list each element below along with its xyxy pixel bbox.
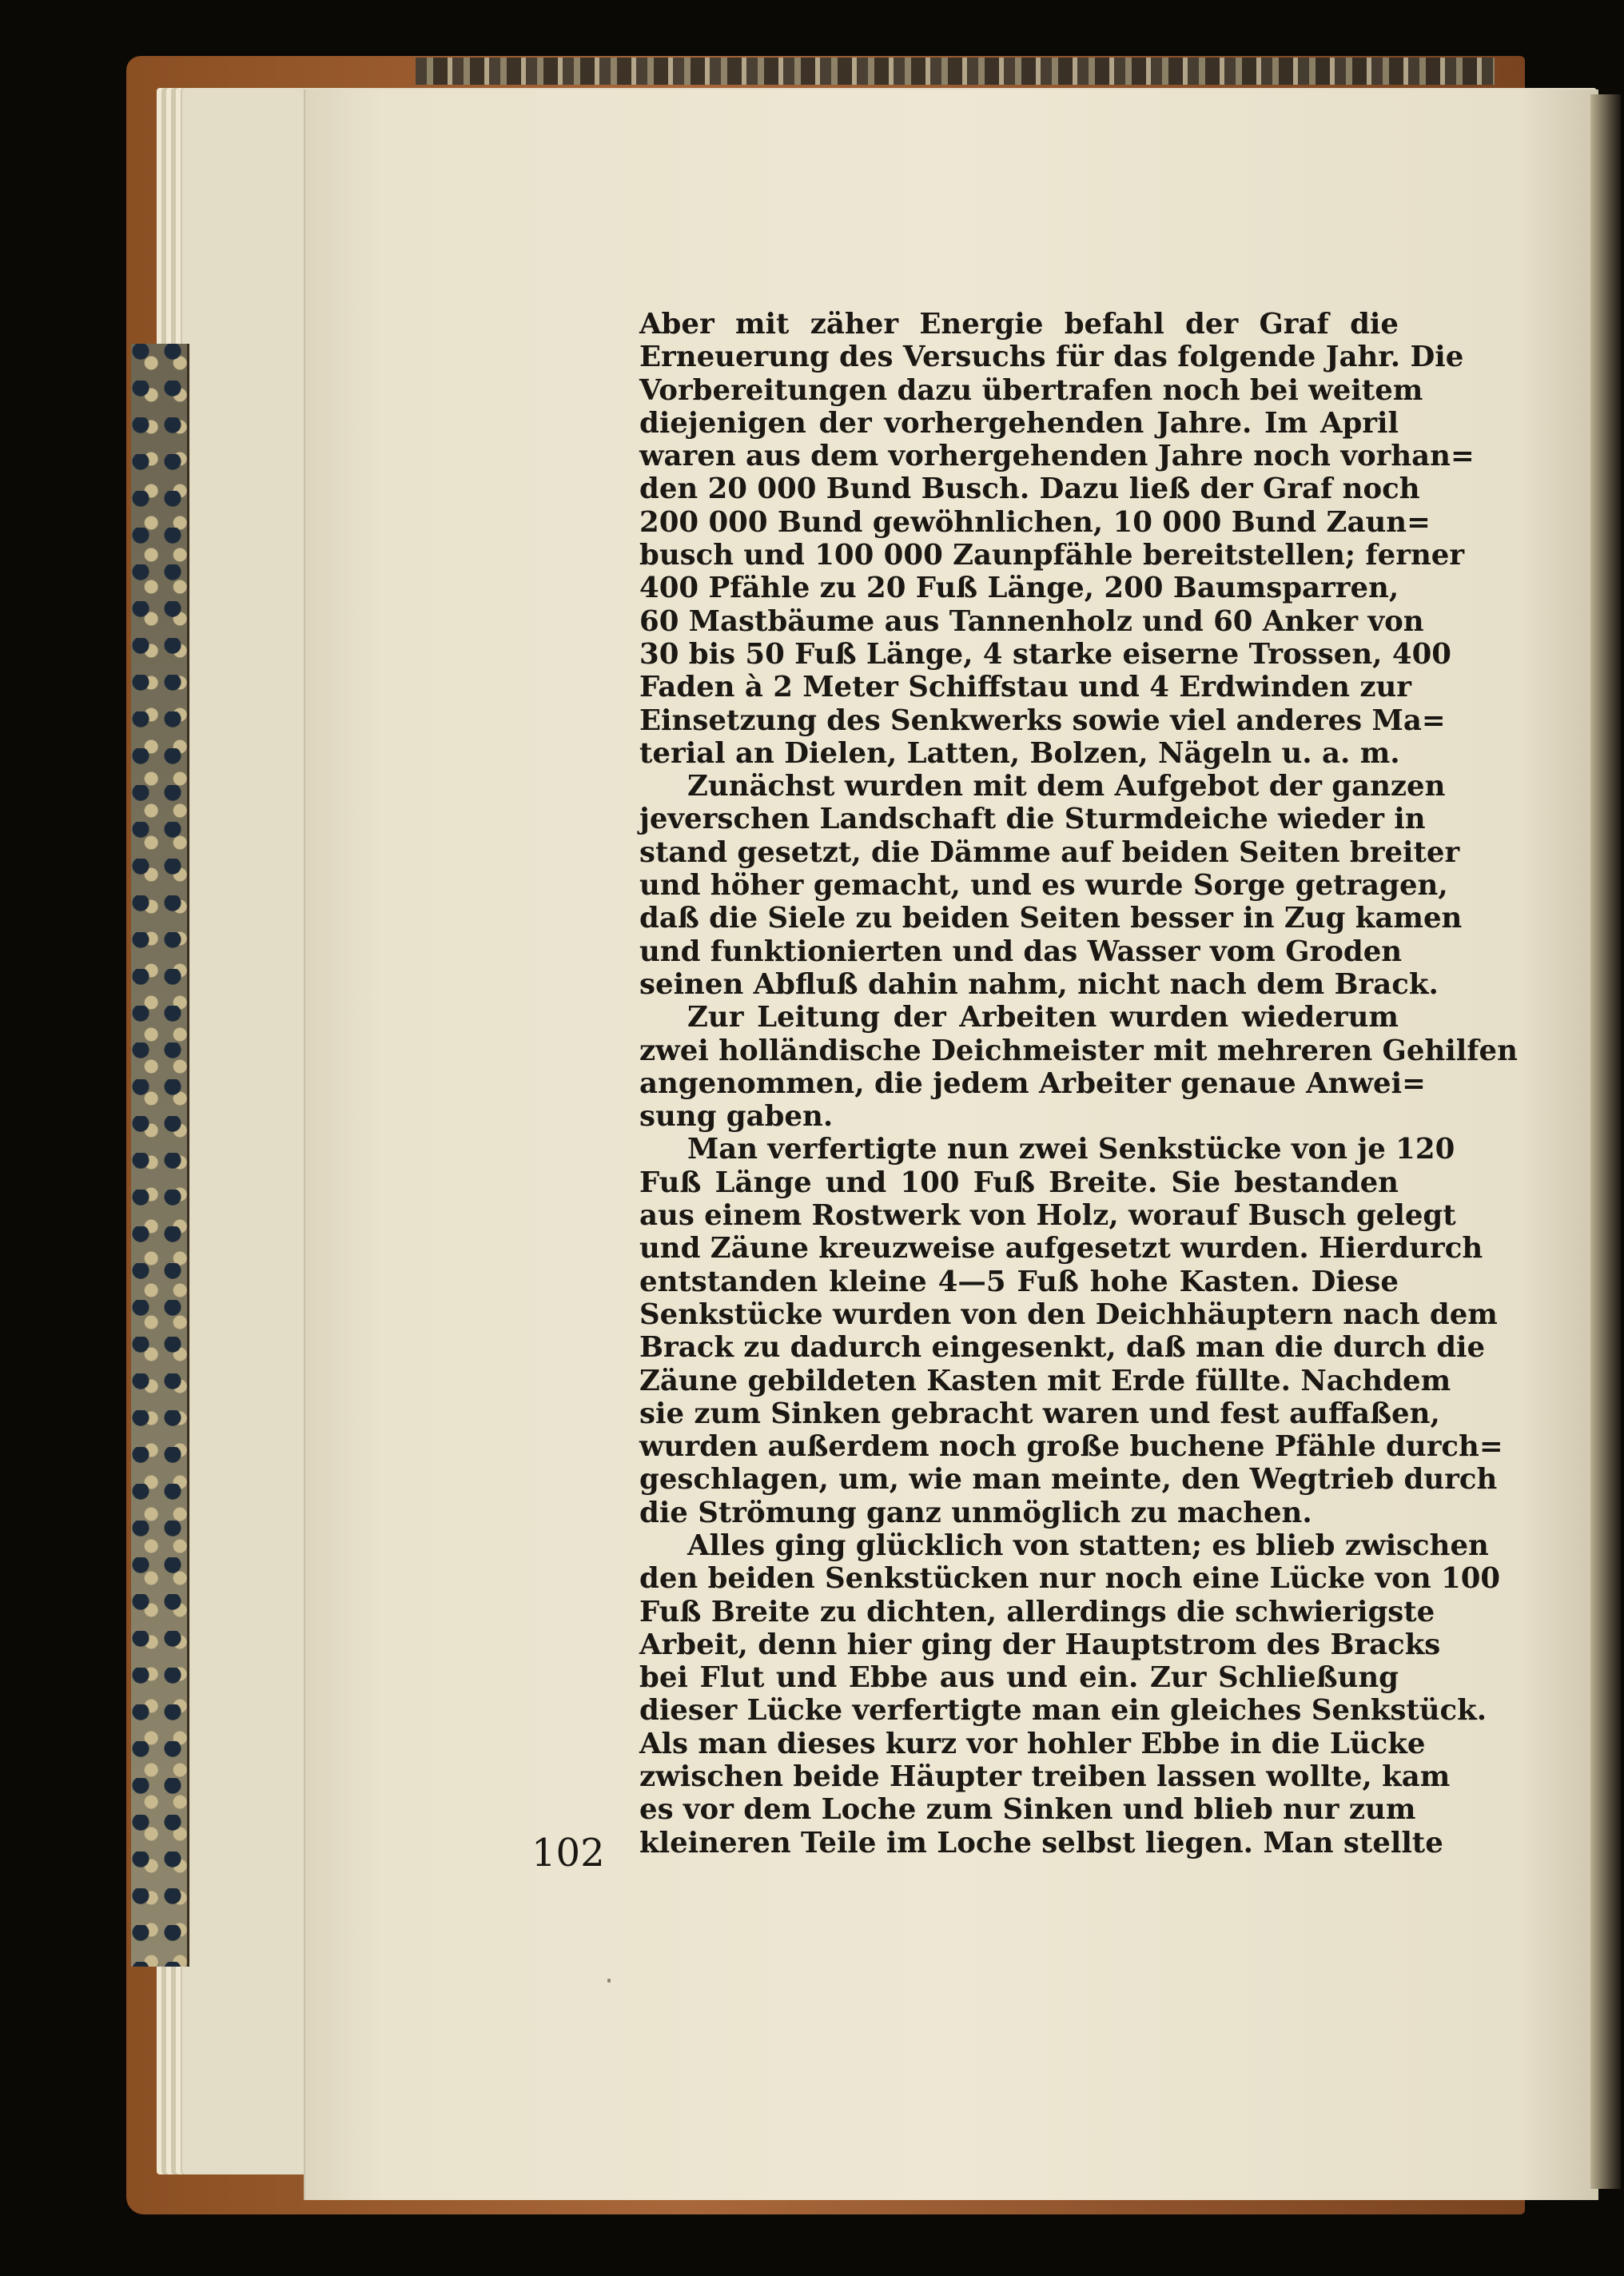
text-line: Fuß Breite zu dichten, allerdings die schwierigste	[639, 1595, 1435, 1628]
text-line: und funktionierten und das Wasser vom Groden	[639, 935, 1403, 968]
text-line: wurden außerdem noch große buchene Pfähle durch=	[639, 1430, 1503, 1464]
text-line: und höher gemacht, und es wurde Sorge getragen,	[639, 869, 1448, 903]
text-line: die Strömung ganz unmöglich zu machen.	[639, 1496, 1312, 1529]
paper-speck	[607, 1979, 611, 1983]
paragraph	[639, 308, 1475, 770]
text-line: und Zäune kreuzweise aufgesetzt wurden. Hierdurch	[639, 1232, 1483, 1266]
text-line: es vor dem Loche zum Sinken und blieb nur zum	[639, 1793, 1416, 1827]
text-line: geschlagen, um, wie man meinte, den Wegtrieb durch	[639, 1463, 1498, 1497]
headband	[416, 58, 1495, 85]
text-line: Als man dieses kurz vor hohler Ebbe in die Lücke	[639, 1727, 1426, 1760]
text-line: diejenigen der vorhergehenden Jahre. Im April	[639, 406, 1399, 440]
text-line: jeverschen Landschaft die Sturmdeiche wieder in	[639, 803, 1426, 836]
paragraph	[639, 1001, 1518, 1134]
text-line: Alles ging glücklich von statten; es blieb zwischen	[687, 1529, 1489, 1562]
text-line: den 20 000 Bund Busch. Dazu ließ der Graf noch	[639, 472, 1420, 506]
text-line: Faden à 2 Meter Schiffstau und 4 Erdwinden zur	[639, 671, 1411, 704]
text-line: Fuß Länge und 100 Fuß Breite. Sie bestanden	[639, 1166, 1399, 1199]
text-line: Erneuerung des Versuchs für das folgende Jahr. Die	[639, 341, 1464, 374]
text-line: sung gaben.	[639, 1100, 834, 1134]
text-line: Einsetzung des Senkwerks sowie viel anderes Ma=	[639, 704, 1446, 737]
paragraph	[639, 770, 1463, 1001]
text-line: 400 Pfähle zu 20 Fuß Länge, 200 Baumsparren,	[639, 572, 1399, 605]
text-line: Zunächst wurden mit dem Aufgebot der ganzen	[687, 770, 1446, 803]
text-line: seinen Abfluß dahin nahm, nicht nach dem Brack.	[639, 967, 1439, 1001]
text-line: Man verfertigte nun zwei Senkstücke von je 120	[687, 1133, 1455, 1166]
text-line: Vorbereitungen dazu übertrafen noch bei weitem	[639, 373, 1423, 407]
text-line: waren aus dem vorhergehenden Jahre noch vorhan=	[639, 440, 1475, 473]
text-line: 200 000 Bund gewöhnlichen, 10 000 Bund Zaun=	[639, 505, 1431, 539]
text-line: 30 bis 50 Fuß Länge, 4 starke eiserne Trossen, 400	[639, 637, 1451, 671]
text-line: kleineren Teile im Loche selbst liegen. Man stellte	[639, 1826, 1443, 1859]
page-number: 102	[531, 1831, 605, 1875]
body-text	[639, 308, 1518, 1859]
text-line: entstanden kleine 4—5 Fuß hohe Kasten. Diese	[639, 1265, 1399, 1298]
text-line: busch und 100 000 Zaunpfähle bereitstellen; ferner	[639, 539, 1465, 572]
marbled-edge	[131, 344, 189, 1967]
text-line: bei Flut und Ebbe aus und ein. Zur Schließung	[639, 1661, 1399, 1695]
text-line: stand gesetzt, die Dämme auf beiden Seiten breiter	[639, 835, 1460, 869]
text-line: angenommen, die jedem Arbeiter genaue Anwei=	[639, 1066, 1426, 1100]
text-line: zwei holländische Deichmeister mit mehreren Gehilfen	[639, 1034, 1518, 1067]
text-line: zwischen beide Häupter treiben lassen wollte, kam	[639, 1760, 1451, 1794]
text-line: terial an Dielen, Latten, Bolzen, Nägeln u. a. m.	[639, 736, 1400, 770]
gutter-shadow	[1590, 94, 1621, 2189]
text-line: Brack zu dadurch eingesenkt, daß man die durch die	[639, 1331, 1486, 1365]
text-line: Zur Leitung der Arbeiten wurden wiederum	[687, 1001, 1399, 1034]
text-line: den beiden Senkstücken nur noch eine Lücke von 100	[639, 1562, 1501, 1596]
text-line: dieser Lücke verfertigte man ein gleiches Senkstück.	[639, 1694, 1487, 1728]
paragraph	[639, 1529, 1501, 1859]
text-line: aus einem Rostwerk von Holz, worauf Busch gelegt	[639, 1199, 1456, 1233]
text-line: Senkstücke wurden von den Deichhäuptern nach dem	[639, 1297, 1498, 1331]
text-line: 60 Mastbäume aus Tannenholz und 60 Anker von	[639, 604, 1424, 638]
text-line: sie zum Sinken gebracht waren und fest auffaßen,	[639, 1397, 1440, 1430]
text-line: Arbeit, denn hier ging der Hauptstrom des Bracks	[639, 1628, 1441, 1661]
paragraph	[639, 1133, 1503, 1529]
text-line: Zäune gebildeten Kasten mit Erde füllte. Nachdem	[639, 1364, 1451, 1397]
text-line: daß die Siele zu beiden Seiten besser in Zug kamen	[639, 902, 1463, 935]
text-line: Aber mit zäher Energie befahl der Graf die	[639, 308, 1399, 341]
